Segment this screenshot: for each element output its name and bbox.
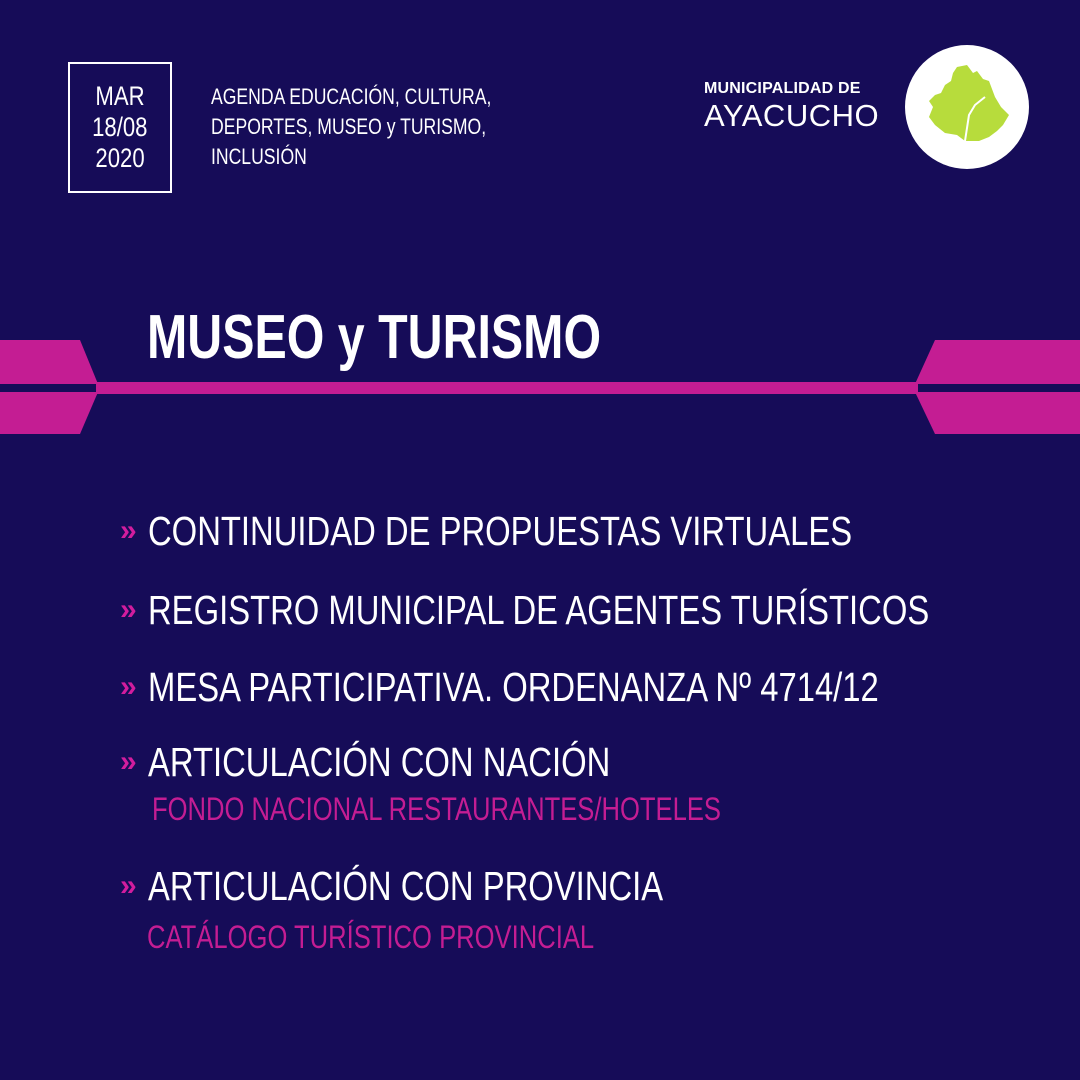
brand-line-1: MUNICIPALIDAD DE (704, 80, 861, 97)
agenda-heading (211, 82, 561, 172)
item-label: CONTINUIDAD DE PROPUESTAS VIRTUALES (148, 508, 853, 554)
item-sublabel: FONDO NACIONAL RESTAURANTES/HOTELES (152, 791, 721, 827)
bullet-icon: » (120, 514, 137, 547)
bullet-icon: » (120, 869, 137, 902)
brand-line-2: AYACUCHO (704, 98, 880, 133)
agenda-line-1: AGENDA EDUCACIÓN, CULTURA, (211, 84, 492, 109)
date-year: 2020 (95, 143, 145, 173)
date-weekday: MAR (95, 81, 145, 111)
agenda-line-2: DEPORTES, MUSEO y TURISMO, (211, 114, 487, 139)
bullet-icon: » (120, 593, 137, 626)
date-day-month: 18/08 (92, 112, 148, 142)
item-label: ARTICULACIÓN CON NACIÓN (148, 739, 611, 785)
section-title: MUSEO y TURISMO (147, 303, 602, 372)
brand-name (704, 80, 879, 131)
item-label: MESA PARTICIPATIVA. ORDENANZA Nº 4714/12 (148, 664, 879, 710)
brand-logo (905, 45, 1029, 169)
item-label: REGISTRO MUNICIPAL DE AGENTES TURÍSTICOS (148, 587, 930, 633)
bullet-icon: » (120, 670, 137, 703)
agenda-line-3: INCLUSIÓN (211, 144, 307, 169)
bullet-icon: » (120, 745, 137, 778)
item-label: ARTICULACIÓN CON PROVINCIA (148, 863, 664, 909)
item-sublabel: CATÁLOGO TURÍSTICO PROVINCIAL (147, 919, 595, 955)
date-box (68, 62, 172, 193)
map-shape-icon (905, 45, 1029, 169)
